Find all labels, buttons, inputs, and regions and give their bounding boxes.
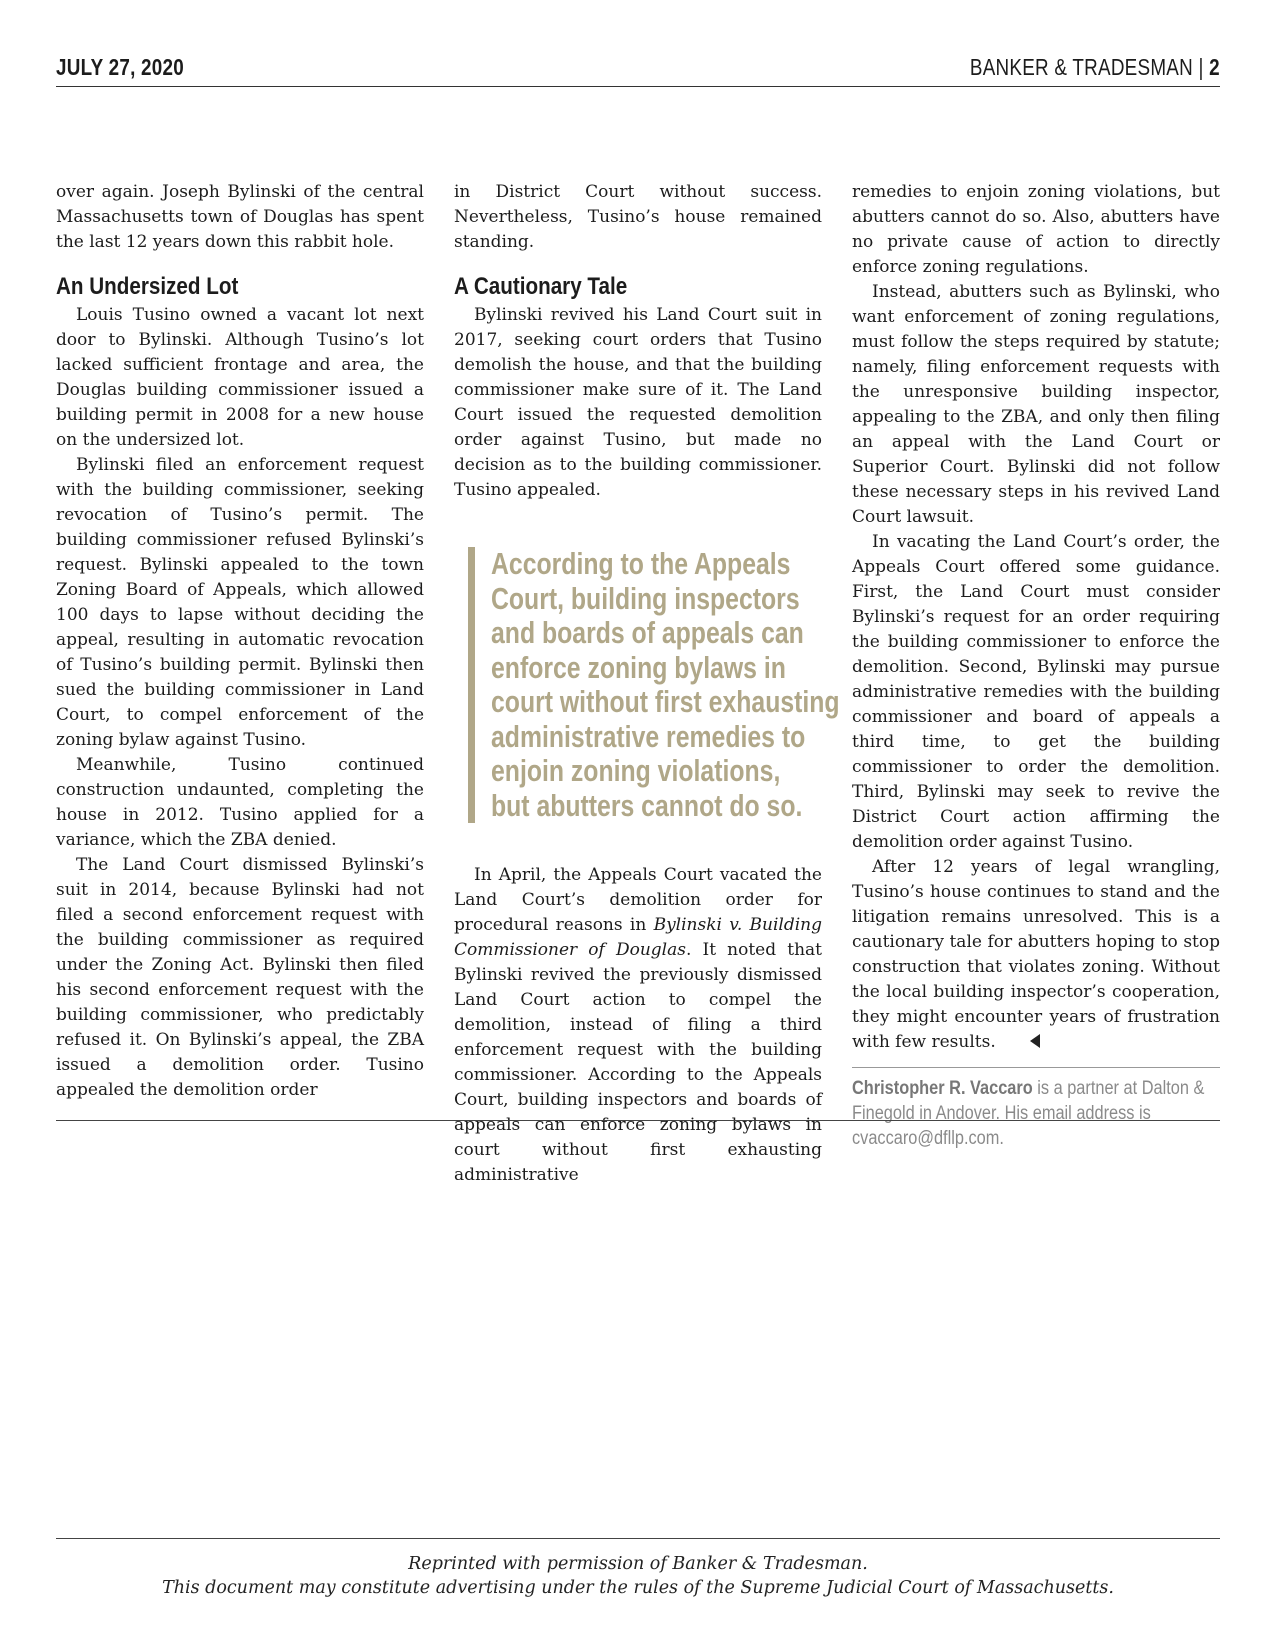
pull-quote bbox=[468, 546, 840, 823]
case-citation: Bylinski v. Building Commissioner of Douglas bbox=[454, 915, 822, 960]
article-column-3 bbox=[852, 180, 1220, 1151]
page-number: 2 bbox=[1209, 54, 1220, 80]
publication-name bbox=[970, 54, 1220, 81]
article-bottom-rule bbox=[56, 1120, 1220, 1121]
paragraph: Instead, abutters such as Bylinski, who want enforcement of zoning regulations, must follow the steps required by statute; namely, filing enforcement requests with the unresponsive building inspector, appealing to the ZBA, and only then filing an appeal with the Land Court or Superior Court. Bylinski did not follow these necessary steps in his revived Land Court lawsuit. bbox=[852, 282, 1220, 527]
paragraph: Bylinski filed an enforcement request with the building commissioner, seeking revocation of Tusino’s permit. The building commissioner refused Bylinski’s request. Bylinski appealed to the town Zoning Board of Appeals, which allowed 100 days to lapse without deciding the appeal, resulting in automatic revocation of Tusino’s building permit. Bylinski then sued the building commissioner in Land Court, to compel enforcement of the zoning bylaw against Tusino. bbox=[56, 455, 424, 750]
author-bio bbox=[852, 1067, 1220, 1151]
pull-quote-line: administrative remedies to bbox=[491, 718, 806, 754]
pull-quote-line: According to the Appeals bbox=[491, 546, 791, 581]
paragraph: Bylinski revived his Land Court suit in 2017, seeking court orders that Tusino demolish the house, and that the building commissioner make sure of it. The Land Court issued the requested demolition order against Tusino, but made no decision as to the building commissioner. Tusino appealed. bbox=[454, 305, 822, 500]
paragraph bbox=[852, 855, 1220, 1055]
article-column-2 bbox=[454, 180, 840, 1188]
pull-quote-line: Court, building inspectors bbox=[491, 580, 800, 616]
paragraph: Louis Tusino owned a vacant lot next door to Bylinski. Although Tusino’s lot lacked sufficient frontage and area, the Douglas building commissioner issued a building permit in 2008 for a new house on the undersized lot. bbox=[56, 305, 424, 450]
end-of-article-icon bbox=[1030, 1034, 1040, 1048]
pull-quote-line: enjoin zoning violations, bbox=[491, 753, 781, 788]
pull-quote-line: enforce zoning bylaws in bbox=[491, 649, 786, 685]
paragraph: in District Court without success. Nevertheless, Tusino’s house remained standing. bbox=[454, 182, 822, 252]
issue-date: JULY 27, 2020 bbox=[56, 54, 184, 80]
paragraph: remedies to enjoin zoning violations, but abutters cannot do so. Also, abutters have no private cause of action to directly enforce zoning regulations. bbox=[852, 182, 1220, 277]
text-run: In April, the Appeals Court vacated the Land Court’s demolition order for procedural reasons in bbox=[454, 865, 822, 935]
section-heading: A Cautionary Tale bbox=[454, 273, 628, 300]
author-name: Christopher R. Vaccaro bbox=[852, 1078, 1033, 1099]
paragraph bbox=[454, 863, 822, 1188]
pull-quote-line: court without first exhausting bbox=[491, 684, 840, 719]
article-column-1 bbox=[56, 180, 424, 1103]
footer-rule bbox=[56, 1538, 1220, 1539]
publication-title: BANKER & TRADESMAN | bbox=[970, 54, 1210, 80]
advertising-disclaimer: This document may constitute advertising under the rules of the Supreme Judicial Court of Massachusetts. bbox=[162, 1578, 1114, 1598]
text-run: . It noted that Bylinski revived the previously dismissed Land Court action to compel the demolition, instead of filing a third enforcement request with the building commissioner. According to the Appeals Court, building inspectors and boards of appeals can enforce zoning bylaws in court without first exhausting administrative bbox=[454, 940, 822, 1185]
paragraph: In vacating the Land Court’s order, the Appeals Court offered some guidance. First, the Land Court must consider Bylinski’s request for an order requiring the building commissioner to enforce the demolition. Second, Bylinski may pursue administrative remedies with the building commissioner and board of appeals a third time, to get the building commissioner to order the demolition. Third, Bylinski may seek to revive the District Court action affirming the demolition order against Tusino. bbox=[852, 532, 1220, 852]
paragraph: over again. Joseph Bylinski of the central Massachusetts town of Douglas has spent the last 12 years down this rabbit hole. bbox=[56, 182, 424, 252]
section-heading: An Undersized Lot bbox=[56, 273, 239, 300]
text-run: After 12 years of legal wrangling, Tusino’s house continues to stand and the litigation remains unresolved. This is a cautionary tale for abutters hoping to stop construction that violates zoning. Without the local building inspector’s cooperation, they might encounter years of frustration with few results. bbox=[852, 857, 1220, 1052]
paragraph: The Land Court dismissed Bylinski’s suit in 2014, because Bylinski had not filed a second enforcement request with the building commissioner as required under the Zoning Act. Bylinski then filed his second enforcement request with the building commissioner, who predictably refused it. On Bylinski’s appeal, the ZBA issued a demolition order. Tusino appealed the demolition order bbox=[56, 855, 424, 1100]
page-footer bbox=[56, 1552, 1220, 1600]
pull-quote-line: and boards of appeals can bbox=[491, 615, 804, 650]
page-header bbox=[56, 50, 1220, 87]
author-bio-text: is a partner at Dalton & Finegold in Andover. His email address is cvaccaro@dfllp.com. bbox=[852, 1078, 1205, 1149]
paragraph: Meanwhile, Tusino continued construction undaunted, completing the house in 2012. Tusino applied for a variance, which the ZBA denied. bbox=[56, 755, 424, 850]
pull-quote-line: but abutters cannot do so. bbox=[491, 787, 803, 823]
reprint-notice: Reprinted with permission of Banker & Tradesman. bbox=[408, 1554, 868, 1574]
